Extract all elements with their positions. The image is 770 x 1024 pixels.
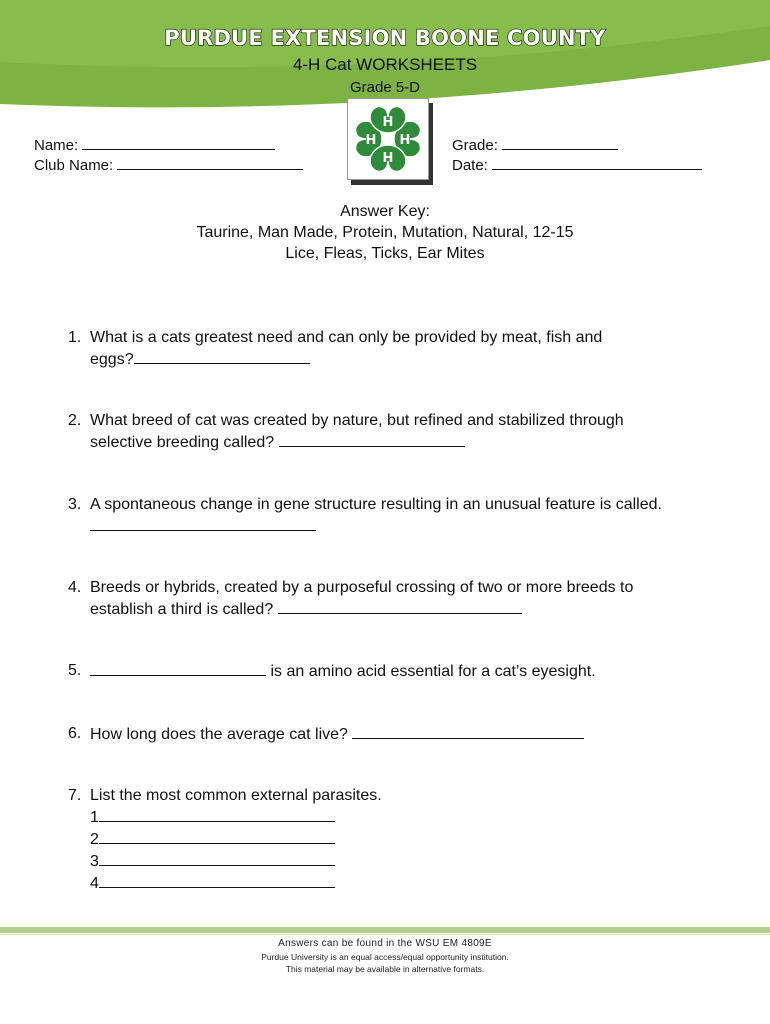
question-number: 4.: [68, 579, 82, 596]
club-name-label: Club Name:: [34, 157, 114, 174]
answer-blank[interactable]: [90, 515, 316, 531]
footer-divider-thin: [0, 934, 770, 935]
list-item-number: 1: [90, 809, 99, 826]
footer-source-note: Answers can be found in the WSU EM 4809E: [278, 938, 492, 949]
question-text-cont: eggs?: [90, 351, 134, 368]
answer-blank[interactable]: [99, 872, 335, 888]
answer-key: [0, 201, 770, 264]
header: [0, 24, 770, 98]
answer-blank[interactable]: [99, 850, 335, 866]
answer-key-line-2: Lice, Fleas, Ticks, Ear Mites: [285, 245, 485, 262]
clover-icon: [348, 99, 428, 179]
logo-letter-top: H: [382, 115, 394, 130]
page-title: PURDUE EXTENSION BOONE COUNTY: [164, 26, 606, 50]
logo-letter-left: H: [365, 133, 377, 148]
question-number: 2.: [68, 412, 82, 429]
answer-blank[interactable]: [99, 806, 335, 822]
list-item-number: 4: [90, 875, 99, 892]
club-name-input-line[interactable]: [117, 155, 303, 170]
list-item-number: 2: [90, 831, 99, 848]
4h-clover-logo: [347, 98, 429, 180]
list-item: [90, 806, 748, 828]
name-label: Name:: [34, 137, 79, 154]
list-item: [90, 828, 748, 850]
question-6: [68, 723, 748, 745]
footer: [0, 937, 770, 975]
question-5: [68, 660, 748, 682]
grade-level: Grade 5-D: [349, 79, 421, 96]
list-item: [90, 850, 748, 872]
question-7: [68, 785, 748, 894]
answer-blank[interactable]: [279, 431, 465, 447]
date-field[interactable]: [452, 155, 702, 176]
list-item: [90, 872, 748, 894]
question-text: A spontaneous change in gene structure resulting in an unusual feature is called.: [90, 496, 662, 513]
footer-equal-opportunity: Purdue University is an equal access/equal opportunity institution.: [261, 952, 509, 962]
logo-letter-right: H: [399, 133, 411, 148]
question-number: 1.: [68, 329, 82, 346]
grade-field[interactable]: [452, 135, 618, 156]
name-input-line[interactable]: [82, 135, 275, 150]
question-text: is an amino acid essential for a cat’s eyesight.: [270, 663, 596, 680]
answer-blank[interactable]: [134, 348, 310, 364]
question-number: 7.: [68, 787, 82, 804]
answer-blank[interactable]: [99, 828, 335, 844]
answer-key-heading: Answer Key:: [340, 203, 430, 220]
question-number: 5.: [68, 662, 82, 679]
question-2: [68, 410, 748, 453]
answer-blank[interactable]: [90, 660, 266, 676]
name-field[interactable]: [34, 135, 275, 156]
club-name-field[interactable]: [34, 155, 303, 176]
question-text: What breed of cat was created by nature, but refined and stabilized through: [90, 412, 624, 429]
question-text: Breeds or hybrids, created by a purposeful crossing of two or more breeds to: [90, 579, 634, 596]
grade-label: Grade:: [452, 137, 498, 154]
footer-divider: [0, 927, 770, 933]
question-text-cont: establish a third is called?: [90, 601, 274, 618]
date-label: Date:: [452, 157, 488, 174]
answer-key-line-1: Taurine, Man Made, Protein, Mutation, Natural, 12-15: [196, 224, 574, 241]
question-text-cont: selective breeding called?: [90, 434, 275, 451]
question-text: How long does the average cat live?: [90, 726, 348, 743]
answer-blank[interactable]: [352, 723, 584, 739]
question-text: List the most common external parasites.: [90, 787, 382, 804]
grade-input-line[interactable]: [502, 135, 618, 150]
logo-letter-bottom: H: [382, 151, 394, 166]
question-1: [68, 327, 748, 370]
question-text: What is a cats greatest need and can only be provided by meat, fish and: [90, 329, 603, 346]
answer-blank[interactable]: [278, 598, 522, 614]
worksheet-subtitle: 4-H Cat WORKSHEETS: [292, 55, 478, 74]
list-item-number: 3: [90, 853, 99, 870]
date-input-line[interactable]: [492, 155, 702, 170]
question-number: 3.: [68, 496, 82, 513]
footer-alt-formats: This material may be available in alternative formats.: [285, 964, 485, 974]
question-4: [68, 577, 748, 620]
question-3: [68, 494, 748, 537]
question-number: 6.: [68, 725, 82, 742]
